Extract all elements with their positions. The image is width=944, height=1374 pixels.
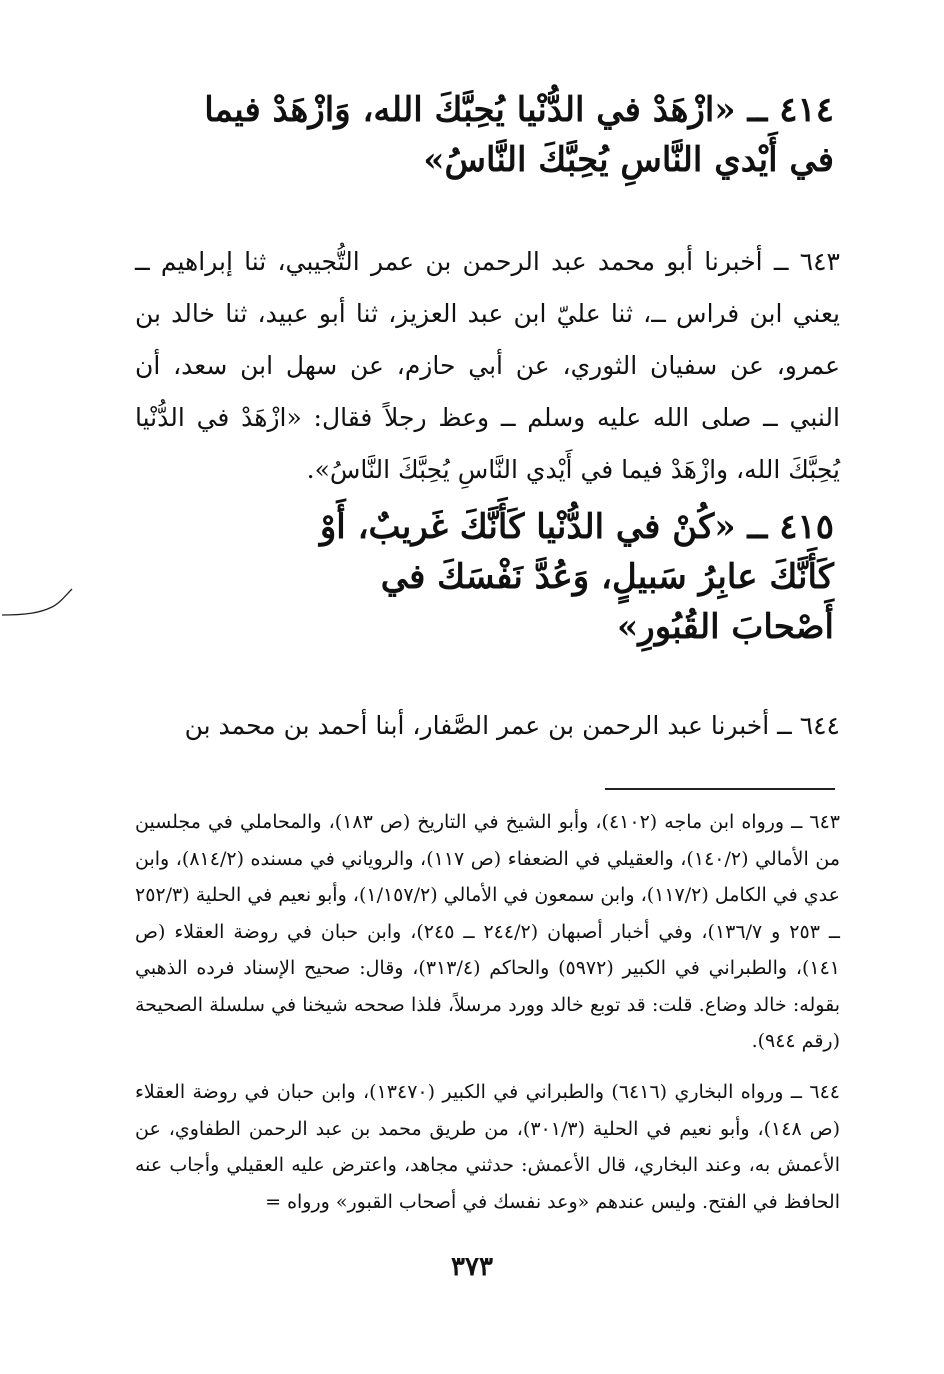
hadith-heading-414: ٤١٤ ــ «ازْهَدْ في الدُّنْيا يُحِبَّكَ الله، وَازْهَدْ فيما في أَيْدي النَّاسِ يُحِبَّكَ النَّاسُ» [204, 90, 834, 180]
narration-paragraph-643: ٦٤٣ ــ أخبرنا أبو محمد عبد الرحمن بن عمر التُّجيبي، ثنا إبراهيم ــ يعني ابن فراس ــ، ثنا عليّ ابن عبد العزيز، ثنا أبو عبيد، ثنا خالد بن عمرو، عن سفيان الثوري، عن أبي حازم، عن سهل ابن سعد، أن النبي ــ صلى الله عليه وسلم ــ وعظ رجلاً فقال: «ازْهَدْ في الدُّنْيا يُحِبَّكَ الله، وازْهَدْ فيما في أَيْدي النَّاسِ يُحِبَّكَ النَّاسُ». [135, 247, 840, 484]
footnote-644: ٦٤٤ ــ ورواه البخاري (٦٤١٦) والطبراني في الكبير (١٣٤٧٠)، وابن حبان في روضة العقلاء (ص ١٤٨)، وأبو نعيم في الحلية (٣٠١/٣)، من طريق محمد بن عبد الرحمن الطفاوي، عن الأعمش به، وعند البخاري، قال الأعمش: حدثني مجاهد، واعترض عليه العقيلي وأجاب عنه الحافظ في الفتح. وليس عندهم «وعد نفسك في أصحاب القبور» ورواه = [135, 1081, 840, 1213]
narration-paragraph-644: ٦٤٤ ــ أخبرنا عبد الرحمن بن عمر الصَّفار، أبنا أحمد بن محمد بن [184, 711, 840, 740]
hadith-heading-415: ٤١٥ ــ «كُنْ في الدُّنْيا كَأَنَّكَ غَريبٌ، أَوْ كَأَنَّكَ عابِرُ سَبيلٍ، وَعُدَّ نَفْسَكَ في أَصْحابَ القُبُورِ» [319, 507, 834, 647]
footnote-643: ٦٤٣ ــ ورواه ابن ماجه (٤١٠٢)، وأبو الشيخ في التاريخ (ص ١٨٣)، والمحاملي في مجلسين من الأمالي (١٤٠/٢)، والعقيلي في الضعفاء (ص ١١٧)، والروياني في مسنده (٨١٤/٢)، وابن عدي في الكامل (١١٧/٢)، وابن سمعون في الأمالي (١/١٥٧/٢)، وأبو نعيم في الحلية (٢٥٢/٣ ــ ٢٥٣ و ١٣٦/٧)، وفي أخبار أصبهان (٢٤٤/٢ ــ ٢٤٥)، وابن حبان في روضة العقلاء (ص ١٤١)، والطبراني في الكبير (٥٩٧٢) والحاكم (٣١٣/٤)، وقال: صحيح الإسناد فرده الذهبي بقوله: خالد وضاع. قلت: قد توبع خالد وورد مرسلاً، فلذا صححه شيخنا في سلسلة الصحيحة (رقم ٩٤٤). [135, 811, 840, 1052]
footnote-divider [605, 788, 835, 790]
margin-pen-mark [0, 585, 80, 625]
page-number: ٣٧٣ [451, 1252, 493, 1282]
